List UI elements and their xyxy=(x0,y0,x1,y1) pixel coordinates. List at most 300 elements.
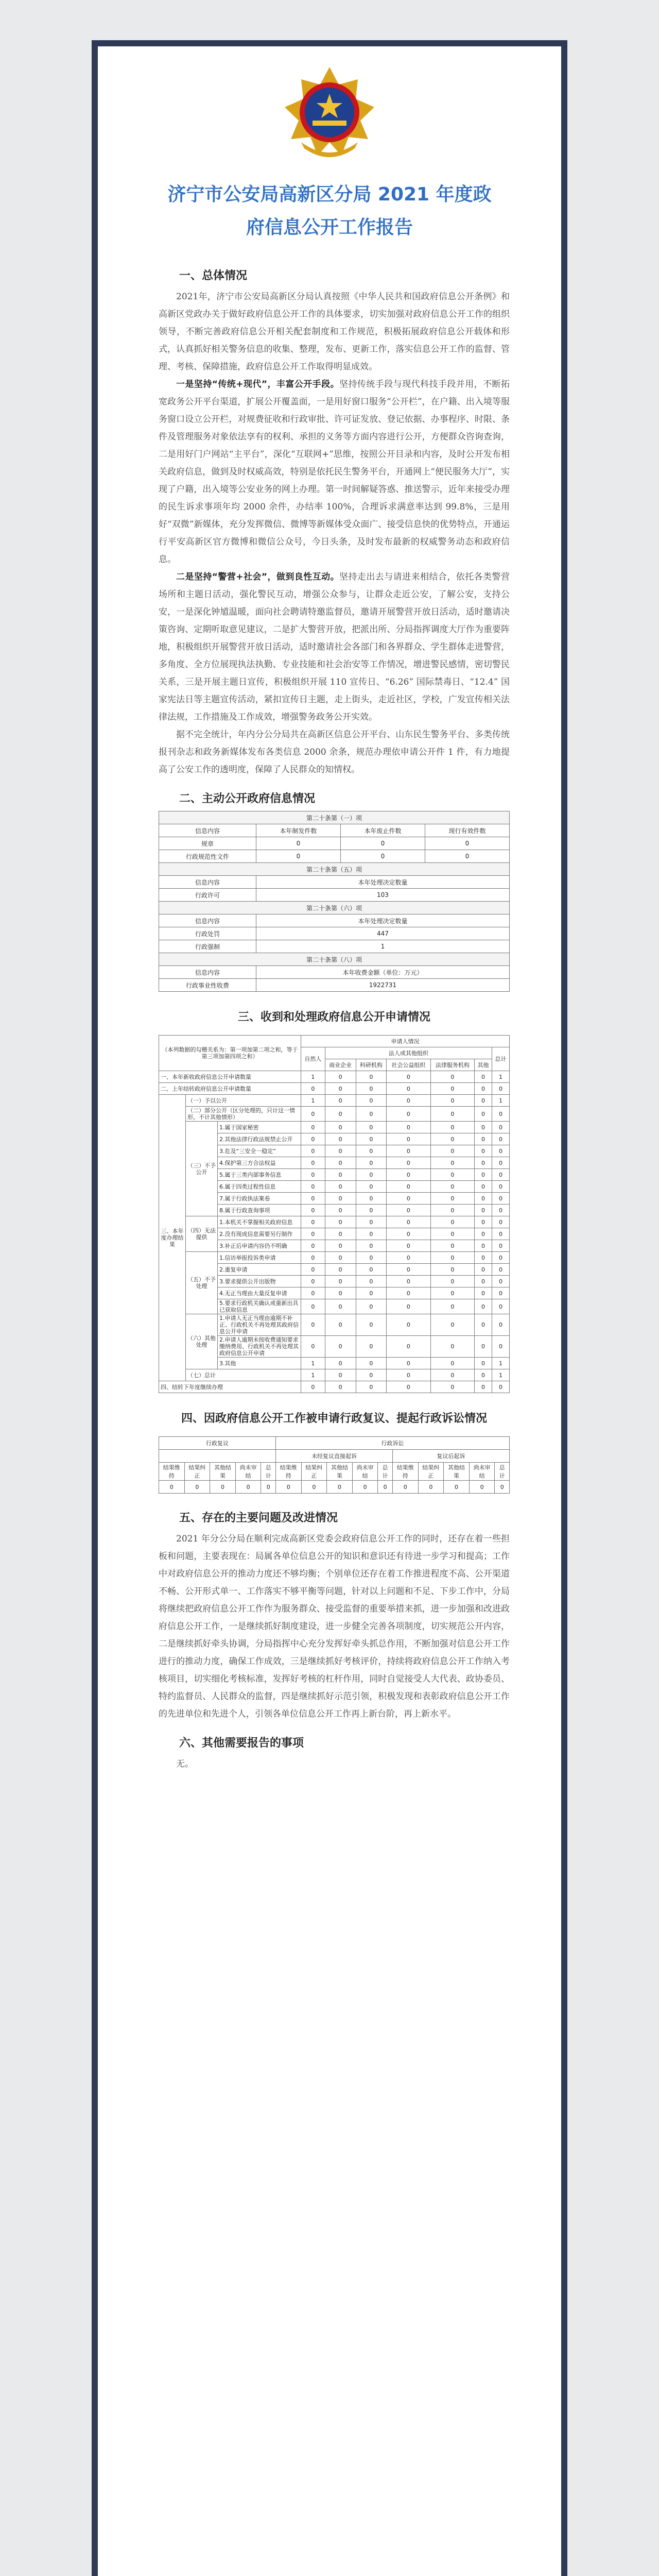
table-cell: 0 xyxy=(430,1381,474,1393)
column-header: 其他结果 xyxy=(444,1463,470,1481)
paragraph-text: 坚持走出去与请进来相结合，依托各类警营场所和主题日活动，强化警民互动，增强公众参与，让群众走近公安，了解公安，支持公安，一是深化钟馗温暖，面向社会聘请特邀监督员，邀请开展警营开放日活动，适时邀请决策咨询、定期听取意见建议，二是扩大警营开放，把派出所、分局指挥调度大厅作为重要阵地，积极组织开展警营开放日活动，适时邀请社会各部门和各界群众、学生群体走进警营，多角度、全方位展现执法执勤、专业技能和社会治安等工作情况，增进警民感情，密切警民关系，三是开展主题日宣传，积极组织开展 110 宣传日、“6.26” 国际禁毒日、“12.4” 国家宪法日等主题宣传活动，紧扣宣传日主题，走上街头，走近社区，学校，广发宣传相关法律法规，工作措施及工作成效，增强警务政务公开实效。 xyxy=(159,572,510,722)
column-header: 结果维持 xyxy=(159,1463,185,1481)
table-cell: 0 xyxy=(387,1299,430,1314)
table-row xyxy=(159,1107,510,1122)
table-cell: 0 xyxy=(475,1240,492,1252)
table-cell: 0 xyxy=(356,1133,387,1145)
column-header: 行政复议 xyxy=(159,1437,276,1450)
table-cell: 0 xyxy=(387,1145,430,1157)
table-cell: 0 xyxy=(492,1205,510,1216)
table-cell: 0 xyxy=(387,1314,430,1336)
table-cell: 1 xyxy=(301,1071,325,1083)
table-cell: 0 xyxy=(430,1314,474,1336)
table-cell: 0 xyxy=(418,1481,444,1494)
table-section-title: 第二十条第（六）项 xyxy=(159,902,510,914)
row-label: 二、上年结转政府信息公开申请数量 xyxy=(159,1083,301,1095)
table-cell: 0 xyxy=(430,1169,474,1181)
table-cell: 0 xyxy=(475,1381,492,1393)
column-header: 本年处理决定数量 xyxy=(256,914,509,927)
table-cell: 0 xyxy=(387,1181,430,1193)
table-cell: 0 xyxy=(430,1287,474,1299)
table-cell: 0 xyxy=(392,1481,418,1494)
table-cell: 0 xyxy=(325,1314,356,1336)
table-cell: 0 xyxy=(356,1299,387,1314)
section-heading: 一、总体情况 xyxy=(179,269,248,282)
table-cell: 0 xyxy=(301,1145,325,1157)
table-cell: 0 xyxy=(475,1205,492,1216)
table-cell: 0 xyxy=(475,1145,492,1157)
table-cell: 0 xyxy=(301,1252,325,1264)
table-cell: 0 xyxy=(469,1481,495,1494)
table-cell: 0 xyxy=(387,1287,430,1299)
row-label: 1.本机关不掌握相关政府信息 xyxy=(218,1216,301,1228)
table-cell: 0 xyxy=(475,1287,492,1299)
table-cell: 0 xyxy=(387,1169,430,1181)
table-cell: 1 xyxy=(301,1369,325,1381)
table-cell: 0 xyxy=(356,1314,387,1336)
column-header: 结果维持 xyxy=(275,1463,301,1481)
row-group-label: 三、本年度办理结果 xyxy=(159,1095,186,1381)
table-cell: 1 xyxy=(492,1095,510,1107)
table-cell: 0 xyxy=(325,1228,356,1240)
table-cell: 0 xyxy=(475,1193,492,1205)
column-header: 总计 xyxy=(495,1463,510,1481)
table-cell: 0 xyxy=(492,1216,510,1228)
table-cell: 0 xyxy=(475,1133,492,1145)
table-cell: 0 xyxy=(387,1276,430,1287)
table-cell: 0 xyxy=(475,1264,492,1276)
table-cell: 0 xyxy=(387,1193,430,1205)
table-cell: 0 xyxy=(430,1107,474,1122)
section-heading: 二、主动公开政府信息情况 xyxy=(179,792,316,805)
table-cell: 0 xyxy=(387,1264,430,1276)
table-cell: 0 xyxy=(184,1481,210,1494)
table-cell: 0 xyxy=(235,1481,261,1494)
row-label: 一、本年新收政府信息公开申请数量 xyxy=(159,1071,301,1083)
table-cell: 0 xyxy=(301,1264,325,1276)
table-cell: 0 xyxy=(325,1095,356,1107)
column-header: 申请人情况 xyxy=(301,1036,510,1047)
column-header: 其他结果 xyxy=(327,1463,353,1481)
row-label: 5.要求行政机关确认或重新出具已获取信息 xyxy=(218,1299,301,1314)
column-header: 行政诉讼 xyxy=(275,1437,509,1450)
table-row xyxy=(159,837,510,850)
row-label: 2.申请人逾期未按收费通知要求缴纳费用、行政机关不再处理其政府信息公开申请 xyxy=(218,1336,301,1358)
table-cell: 0 xyxy=(261,1481,276,1494)
table-cell: 0 xyxy=(430,1240,474,1252)
table-cell: 1922731 xyxy=(256,979,509,992)
table-cell: 0 xyxy=(340,850,425,863)
column-header: 结果纠正 xyxy=(418,1463,444,1481)
table-cell: 0 xyxy=(492,1336,510,1358)
row-label: 6.属于四类过程性信息 xyxy=(218,1181,301,1193)
column-header: 信息内容 xyxy=(159,876,256,889)
paragraph-lead: 二是坚持“警营+社会”，做到良性互动。 xyxy=(176,572,340,582)
column-header: 复议后起诉 xyxy=(392,1450,509,1463)
table-corner-note: （本列数据的勾稽关系为：第一项加第二项之和，等于第三项加第四项之和） xyxy=(159,1036,301,1071)
paragraph: 据不完全统计，年内分公分局共在高新区信息公开平台、山东民生警务平台、多类传统报刊杂志和政务新媒体发布各类信息 2000 余条，规范办理依申请公开件 1 件，有力地提高了公安工作的透明度，保障了人民群众的知情权。 xyxy=(159,730,510,775)
table-cell: 0 xyxy=(356,1145,387,1157)
table-cell: 0 xyxy=(387,1157,430,1169)
row-label: 3.要求提供公开出版物 xyxy=(218,1276,301,1287)
table-cell: 0 xyxy=(430,1193,474,1205)
table-cell: 0 xyxy=(430,1264,474,1276)
table-cell: 0 xyxy=(325,1107,356,1122)
table-row: 二、上年结转政府信息公开申请数量 0 0 0 0 0 0 0 xyxy=(159,1083,510,1095)
table-cell: 1 xyxy=(492,1369,510,1381)
table-cell: 0 xyxy=(301,1228,325,1240)
table-cell: 0 xyxy=(356,1252,387,1264)
table-cell: 0 xyxy=(430,1299,474,1314)
table-cell: 447 xyxy=(256,927,509,940)
table-cell: 0 xyxy=(356,1205,387,1216)
table-cell: 0 xyxy=(356,1169,387,1181)
table-cell: 0 xyxy=(356,1240,387,1252)
table-cell: 0 xyxy=(325,1216,356,1228)
row-label: （一）予以公开 xyxy=(186,1095,301,1107)
column-header: 其他结果 xyxy=(210,1463,236,1481)
table-row xyxy=(159,1216,510,1228)
column-header: 本年制发件数 xyxy=(256,824,340,837)
table-cell: 0 xyxy=(475,1228,492,1240)
table-cell: 103 xyxy=(256,889,509,902)
row-subgroup-label: （五）不予处理 xyxy=(186,1252,218,1314)
table-cell: 0 xyxy=(492,1252,510,1264)
paragraph xyxy=(159,568,510,726)
table-row xyxy=(159,1122,510,1133)
table-cell: 0 xyxy=(387,1228,430,1240)
table-cell: 0 xyxy=(325,1336,356,1358)
row-label: 7.属于行政执法案卷 xyxy=(218,1193,301,1205)
paragraph: 无。 xyxy=(176,1759,194,1769)
table-cell: 0 xyxy=(492,1193,510,1205)
table-cell: 0 xyxy=(301,1481,327,1494)
table-cell: 0 xyxy=(325,1240,356,1252)
column-header: 尚未审结 xyxy=(235,1463,261,1481)
table-cell: 0 xyxy=(430,1252,474,1264)
table-cell: 0 xyxy=(492,1381,510,1393)
table-cell: 0 xyxy=(301,1157,325,1169)
section-heading: 六、其他需要报告的事项 xyxy=(179,1737,304,1750)
table-row xyxy=(159,1252,510,1264)
table-section-title: 第二十条第（一）项 xyxy=(159,811,510,824)
table-cell: 0 xyxy=(475,1095,492,1107)
table-cell: 0 xyxy=(325,1287,356,1299)
table-cell: 0 xyxy=(430,1095,474,1107)
table-cell: 0 xyxy=(301,1299,325,1314)
table-cell: 0 xyxy=(475,1358,492,1369)
table-cell: 行政许可 xyxy=(159,889,256,902)
paragraph: 2021 年分公分局在顺利完成高新区党委会政府信息公开工作的同时，还存在着一些担板和问题，主要表现在：局属各单位信息公开的知识和意识还有待进一步学习和提高；工作中对政府信息公开的推动力度还不够均衡；个别单位还存在着工作推进程度不高、公开渠道不畅、公开形式单一、工作落实不够平衡等问题，针对以上问题和不足、下步工作中，分局将继续把政府信息公开工作作为服务群众、接受监督的重要举措来抓，进一步加强和改进政府信息公开工作，一是继续抓好制度建设，进一步健全完善各项制度，切实规范公开内容，二是继续抓好牵头协调，分局指挥中心充分发挥好牵头抓总作用，不断加强对信息公开工作进行的推动力度，确保工作成效，三是继续抓好考核评价，持续将政府信息公开工作纳入考核项目，切实细化考核标准，发挥好考核的杠杆作用，同时自觉接受人大代表、政协委员、特约监督员、人民群众的监督，四是继续抓好示范引领，积极发现和表彰政府信息公开工作的先进单位和先进个人，引领各单位信息公开工作再上新台阶，再上新水平。 xyxy=(159,1534,510,1719)
table-cell: 0 xyxy=(430,1145,474,1157)
row-label: 四、结转下年度继续办理 xyxy=(159,1381,301,1393)
row-label: 2.没有现成信息需要另行制作 xyxy=(218,1228,301,1240)
table-cell: 0 xyxy=(475,1107,492,1122)
table-cell: 0 xyxy=(425,850,509,863)
table-cell: 0 xyxy=(301,1216,325,1228)
table-cell: 0 xyxy=(325,1252,356,1264)
row-label: （二）部分公开（区分处理的，只计这一情形，不计其他情形） xyxy=(186,1107,301,1122)
table-cell: 0 xyxy=(430,1369,474,1381)
table-cell: 0 xyxy=(492,1181,510,1193)
table-cell: 0 xyxy=(356,1107,387,1122)
table-cell: 0 xyxy=(444,1481,470,1494)
row-subgroup-label: （六）其他处理 xyxy=(186,1314,218,1369)
column-header: 未经复议直接起诉 xyxy=(275,1450,392,1463)
table-row xyxy=(159,889,510,902)
column-header: 结果纠正 xyxy=(184,1463,210,1481)
table-cell: 0 xyxy=(475,1169,492,1181)
column-header: 信息内容 xyxy=(159,914,256,927)
row-label: 2.重复申请 xyxy=(218,1264,301,1276)
table-cell: 0 xyxy=(492,1314,510,1336)
table-cell: 0 xyxy=(430,1133,474,1145)
table-cell: 0 xyxy=(492,1264,510,1276)
table-row xyxy=(159,1369,510,1381)
proactive-disclosure-table xyxy=(159,811,510,992)
table-cell: 0 xyxy=(378,1481,393,1494)
table-row xyxy=(159,1314,510,1336)
table-cell: 0 xyxy=(301,1181,325,1193)
table-cell: 0 xyxy=(325,1145,356,1157)
column-header: 社会公益组织 xyxy=(387,1059,430,1071)
row-subgroup-label: （四）无法提供 xyxy=(186,1216,218,1252)
table-section-title: 第二十条第（八）项 xyxy=(159,953,510,966)
table-cell: 0 xyxy=(325,1193,356,1205)
table-cell: 0 xyxy=(492,1169,510,1181)
table-cell: 1 xyxy=(256,940,509,953)
row-label: 8.属于行政查询事项 xyxy=(218,1205,301,1216)
column-header: 本年废止件数 xyxy=(340,824,425,837)
spacer-cell xyxy=(159,1450,276,1463)
table-cell: 0 xyxy=(301,1381,325,1393)
section-heading: 四、因政府信息公开工作被申请行政复议、提起行政诉讼情况 xyxy=(181,1412,487,1425)
table-cell: 0 xyxy=(325,1264,356,1276)
table-cell: 0 xyxy=(356,1157,387,1169)
table-cell: 0 xyxy=(475,1314,492,1336)
table-cell: 0 xyxy=(325,1358,356,1369)
table-cell: 0 xyxy=(425,837,509,850)
table-cell: 0 xyxy=(492,1122,510,1133)
table-cell: 0 xyxy=(387,1107,430,1122)
table-cell: 0 xyxy=(325,1133,356,1145)
table-cell: 0 xyxy=(387,1240,430,1252)
section-heading: 三、收到和处理政府信息公开申请情况 xyxy=(237,1011,430,1024)
table-cell: 0 xyxy=(492,1107,510,1122)
table-cell: 0 xyxy=(352,1481,378,1494)
table-cell: 0 xyxy=(387,1336,430,1358)
table-cell: 0 xyxy=(430,1205,474,1216)
column-header: 自然人 xyxy=(301,1047,325,1071)
review-litigation-table xyxy=(159,1436,510,1494)
paragraph: 2021年，济宁市公安局高新区分局认真按照《中华人民共和国政府信息公开条例》和高新区党政办关于做好政府信息公开工作的具体要求，切实加强对政府信息公开工作的组织领导，不断完善政府信息公开相关配套制度和工作规范，积极拓展政府信息公开载体和形式，认真抓好相关警务信息的收集、整理，发布、更新工作，落实信息公开工作的监督、管理、考核、保障措施，政府信息公开工作取得明显成效。 xyxy=(159,292,510,372)
table-cell: 规章 xyxy=(159,837,256,850)
report-title: 济宁市公安局高新区分局 2021 年度政府信息公开工作报告 xyxy=(167,184,492,238)
table-cell: 0 xyxy=(275,1481,301,1494)
table-cell: 0 xyxy=(387,1133,430,1145)
table-cell: 0 xyxy=(327,1481,353,1494)
section-heading: 五、存在的主要问题及改进情况 xyxy=(179,1512,338,1524)
table-cell: 0 xyxy=(387,1358,430,1369)
application-handling-table xyxy=(159,1035,510,1393)
report-paper xyxy=(98,46,561,2576)
table-cell: 1 xyxy=(301,1358,325,1369)
table-cell: 行政处罚 xyxy=(159,927,256,940)
table-cell: 0 xyxy=(492,1145,510,1157)
table-cell: 0 xyxy=(356,1336,387,1358)
table-row xyxy=(159,927,510,940)
table-cell: 0 xyxy=(430,1276,474,1287)
table-cell: 0 xyxy=(256,850,340,863)
table-cell: 0 xyxy=(325,1276,356,1287)
row-label: （七）总计 xyxy=(186,1369,301,1381)
column-header: 结果纠正 xyxy=(301,1463,327,1481)
table-row xyxy=(159,1381,510,1393)
table-cell: 0 xyxy=(475,1276,492,1287)
table-cell: 0 xyxy=(387,1095,430,1107)
table-cell: 0 xyxy=(256,837,340,850)
table-cell: 1 xyxy=(301,1095,325,1107)
table-cell: 0 xyxy=(325,1122,356,1133)
table-cell: 0 xyxy=(475,1336,492,1358)
table-cell: 0 xyxy=(475,1252,492,1264)
table-cell: 0 xyxy=(301,1205,325,1216)
table-row xyxy=(159,1095,510,1107)
row-label: 1.申请人无正当理由逾期不补正、行政机关不再处理其政府信息公开申请 xyxy=(218,1314,301,1336)
table-cell: 0 xyxy=(492,1157,510,1169)
paragraph-lead: 一是坚持“传统+现代”，丰富公开手段。 xyxy=(176,379,340,389)
table-cell: 0 xyxy=(356,1181,387,1193)
table-cell: 0 xyxy=(325,1369,356,1381)
row-label: 2.其他法律行政法规禁止公开 xyxy=(218,1133,301,1145)
table-cell: 0 xyxy=(475,1216,492,1228)
table-cell: 0 xyxy=(325,1169,356,1181)
table-cell: 0 xyxy=(492,1133,510,1145)
row-label: 3.其他 xyxy=(218,1358,301,1369)
table-cell: 0 xyxy=(387,1122,430,1133)
table-cell: 0 xyxy=(356,1287,387,1299)
table-cell: 0 xyxy=(492,1276,510,1287)
table-cell: 0 xyxy=(387,1369,430,1381)
table-cell: 0 xyxy=(430,1122,474,1133)
table-cell: 0 xyxy=(356,1193,387,1205)
table-cell: 0 xyxy=(301,1287,325,1299)
table-cell: 0 xyxy=(356,1276,387,1287)
table-cell: 0 xyxy=(356,1095,387,1107)
table-cell: 0 xyxy=(159,1481,185,1494)
row-label: 1.信访举报投诉类申请 xyxy=(218,1252,301,1264)
row-subgroup-label: （三）不予公开 xyxy=(186,1122,218,1216)
row-label: 4.保护第三方合法权益 xyxy=(218,1157,301,1169)
row-label: 3.危及“三安全一稳定” xyxy=(218,1145,301,1157)
table-cell: 0 xyxy=(356,1369,387,1381)
table-cell: 行政规范性文件 xyxy=(159,850,256,863)
column-header: 法律服务机构 xyxy=(430,1059,474,1071)
table-section-title: 第二十条第（五）项 xyxy=(159,863,510,876)
column-header: 信息内容 xyxy=(159,824,256,837)
column-header: 尚未审结 xyxy=(352,1463,378,1481)
paragraph xyxy=(159,376,510,568)
column-header: 科研机构 xyxy=(356,1059,387,1071)
table-cell: 0 xyxy=(430,1228,474,1240)
table-cell: 1 xyxy=(492,1071,510,1083)
table-row: 一、本年新收政府信息公开申请数量 1 0 0 0 0 0 1 xyxy=(159,1071,510,1083)
table-cell: 0 xyxy=(430,1336,474,1358)
table-cell: 0 xyxy=(430,1157,474,1169)
table-cell: 0 xyxy=(325,1181,356,1193)
table-row xyxy=(159,850,510,863)
table-cell: 0 xyxy=(430,1181,474,1193)
table-cell: 行政强制 xyxy=(159,940,256,953)
column-header: 本年处理决定数量 xyxy=(256,876,509,889)
table-cell: 0 xyxy=(387,1381,430,1393)
row-label: 4.无正当理由大量反复申请 xyxy=(218,1287,301,1299)
table-cell: 0 xyxy=(356,1228,387,1240)
table-cell: 0 xyxy=(475,1122,492,1133)
column-header: 本年收费金额（单位：万元） xyxy=(256,966,509,979)
table-cell: 0 xyxy=(325,1157,356,1169)
table-cell: 0 xyxy=(475,1299,492,1314)
table-cell: 0 xyxy=(356,1358,387,1369)
table-cell: 0 xyxy=(301,1169,325,1181)
table-cell: 0 xyxy=(492,1240,510,1252)
table-row xyxy=(159,940,510,953)
row-label: 5.属于三类内部事务信息 xyxy=(218,1169,301,1181)
table-cell: 0 xyxy=(475,1369,492,1381)
table-cell: 行政事业性收费 xyxy=(159,979,256,992)
table-cell: 0 xyxy=(475,1157,492,1169)
row-label: 1.属于国家秘密 xyxy=(218,1122,301,1133)
column-header: 结果维持 xyxy=(392,1463,418,1481)
table-cell: 0 xyxy=(340,837,425,850)
table-cell: 0 xyxy=(325,1299,356,1314)
table-cell: 0 xyxy=(325,1381,356,1393)
table-cell: 1 xyxy=(492,1358,510,1369)
table-cell: 0 xyxy=(387,1216,430,1228)
table-row xyxy=(159,979,510,992)
table-cell: 0 xyxy=(356,1381,387,1393)
column-header: 商业企业 xyxy=(325,1059,356,1071)
table-cell: 0 xyxy=(301,1122,325,1133)
column-header: 总计 xyxy=(492,1047,510,1071)
table-cell: 0 xyxy=(301,1107,325,1122)
column-header: 现行有效件数 xyxy=(425,824,509,837)
table-cell: 0 xyxy=(210,1481,236,1494)
table-cell: 0 xyxy=(495,1481,510,1494)
table-cell: 0 xyxy=(430,1358,474,1369)
police-emblem-icon xyxy=(281,65,378,163)
column-header: 尚未审结 xyxy=(469,1463,495,1481)
page-frame xyxy=(92,40,567,2576)
table-cell: 0 xyxy=(492,1287,510,1299)
table-cell: 0 xyxy=(301,1133,325,1145)
table-cell: 0 xyxy=(301,1314,325,1336)
table-cell: 0 xyxy=(356,1264,387,1276)
table-cell: 0 xyxy=(430,1216,474,1228)
table-cell: 0 xyxy=(301,1276,325,1287)
table-cell: 0 xyxy=(492,1299,510,1314)
table-cell: 0 xyxy=(325,1205,356,1216)
row-label: 3.补正后申请内容仍不明确 xyxy=(218,1240,301,1252)
column-header: 其他 xyxy=(475,1059,492,1071)
table-cell: 0 xyxy=(356,1122,387,1133)
table-cell: 0 xyxy=(301,1193,325,1205)
column-header: 法人或其他组织 xyxy=(325,1047,492,1059)
column-header: 信息内容 xyxy=(159,966,256,979)
table-cell: 0 xyxy=(301,1336,325,1358)
table-cell: 0 xyxy=(475,1181,492,1193)
column-header: 总计 xyxy=(261,1463,276,1481)
